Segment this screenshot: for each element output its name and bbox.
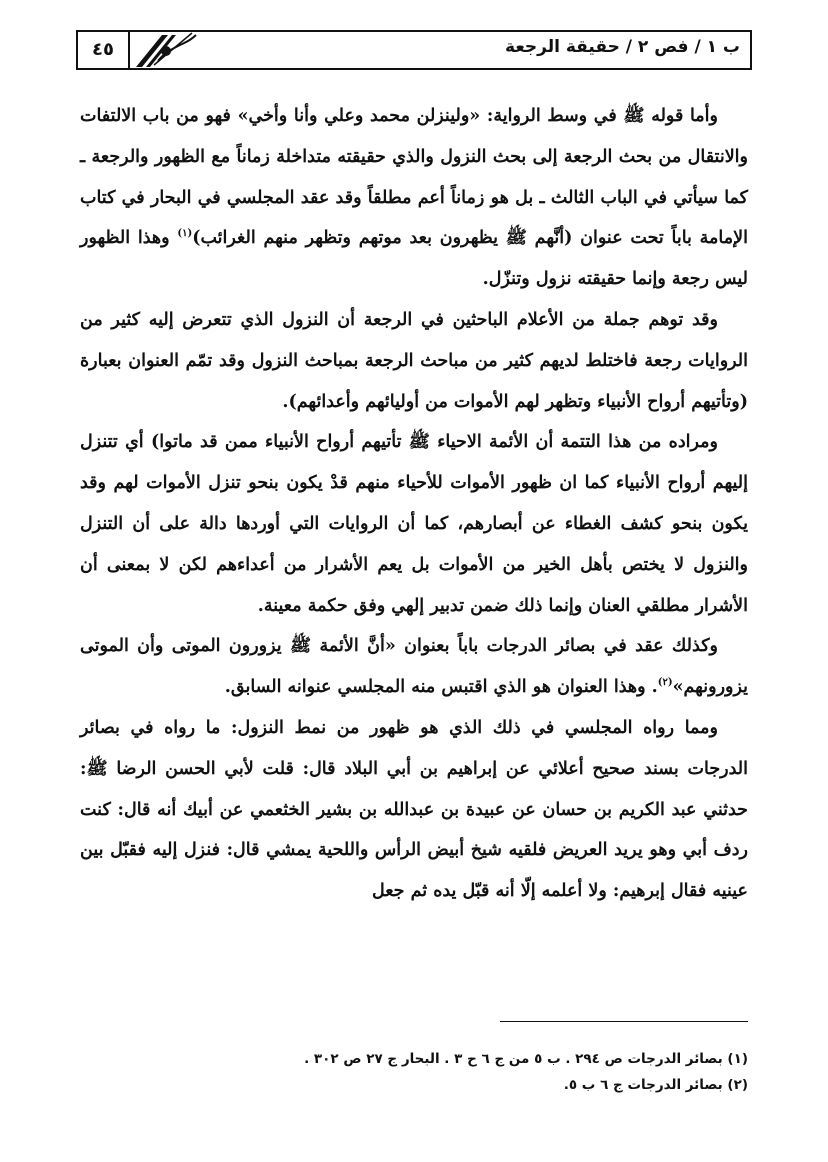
footnote-divider (500, 1021, 748, 1022)
running-header (76, 30, 752, 70)
header-title: ب ١ / فص ٢ / حقيقة الرجعة (505, 37, 740, 57)
footnote: (٢) بصائر الدرجات ج ٦ ب ٥. (563, 1077, 748, 1093)
paragraph: ومراده من هذا التتمة أن الأئمة الاحياء ﷺ تأتيهم أرواح الأنبياء ممن قد ماتوا) أي تتنزل إليهم أرواح الأنبياء كما ان ظهور الأموات للأحياء منهم قدْ يكون بنحو تنزل الأموات لهم وقد يكون بنحو كشف الغطاء عن أبصارهم، كما أن الروايات التي أوردها دالة على أن التنزل والنزول لا يختص بأهل الخير من الأموات بل يعم الأشرار من أعداءهم لكن لا بمعنى أن الأشرار مطلقي العنان وإنما ذلك ضمن تدبير إلهي وفق حكمة معينة. (80, 432, 748, 616)
body-text (80, 96, 748, 912)
footnotes (300, 1046, 748, 1098)
paragraph: وأما قوله ﷺ في وسط الرواية: «ولينزلن محمد وعلي وأنا وأخي» فهو من باب الالتفات والانتقال من بحث الرجعة إلى بحث النزول والذي حقيقته متداخلة زماناً مع الظهور والرجعة ـ كما سيأتي في الباب الثالث ـ بل هو زماناً أعم مطلقاً وقد عقد المجلسي في البحار في كتاب الإمامة باباً تحت عنوان (أنَّهم ﷺ يظهرون بعد موتهم وتظهر منهم الغرائب)$^{(١)}$ وهذا الظهور ليس رجعة وإنما حقيقته نزول وتنزّل. (80, 106, 748, 290)
footnote-ref: (٢) (657, 677, 673, 689)
paragraph: وقد توهم جملة من الأعلام الباحثين في الرجعة أن النزول الذي تتعرض إليه كثير من الروايات رجعة فاختلط لديهم كثير من مباحث الرجعة بمباحث النزول وقد تمّم العنوان بعبارة (وتأتيهم أرواح الأنبياء وتظهر لهم الأموات من أوليائهم وأعدائهم). (80, 309, 748, 412)
page-number: ٤٥ (78, 32, 130, 68)
paragraph: ومما رواه المجلسي في ذلك الذي هو ظهور من نمط النزول: ما رواه في بصائر الدرجات بسند صحيح أعلائي عن إبراهيم بن أبي البلاد قال: قلت لأبي الحسن الرضا ﷺ: حدثني عبد الكريم بن حسان عن عبيدة بن عبدالله بن بشير الخثعمي عن أبيك أنه قال: كنت ردف أبي وهو يريد العريض فلقيه شيخ أبيض الرأس واللحية يمشي قال: فنزل إليه فقبّل بين عينيه فقال إبرهيم: ولا أعلمه إلّا أنه قبّل يده ثم جعل (80, 717, 748, 902)
paragraph: وكذلك عقد في بصائر الدرجات باباً بعنوان «أنَّ الأئمة ﷺ يزورون الموتى وأن الموتى يزورونهم»$^{(٢)}$. وهذا العنوان هو الذي اقتبس منه المجلسي عنوانه السابق. (80, 636, 748, 698)
ornament-icon (132, 31, 202, 69)
footnote-ref: (١) (177, 228, 193, 240)
footnote: (١) بصائر الدرجات ص ٢٩٤ . ب ٥ من ج ٦ ح ٣ . البحار ج ٢٧ ص ٣٠٢ . (304, 1051, 748, 1067)
